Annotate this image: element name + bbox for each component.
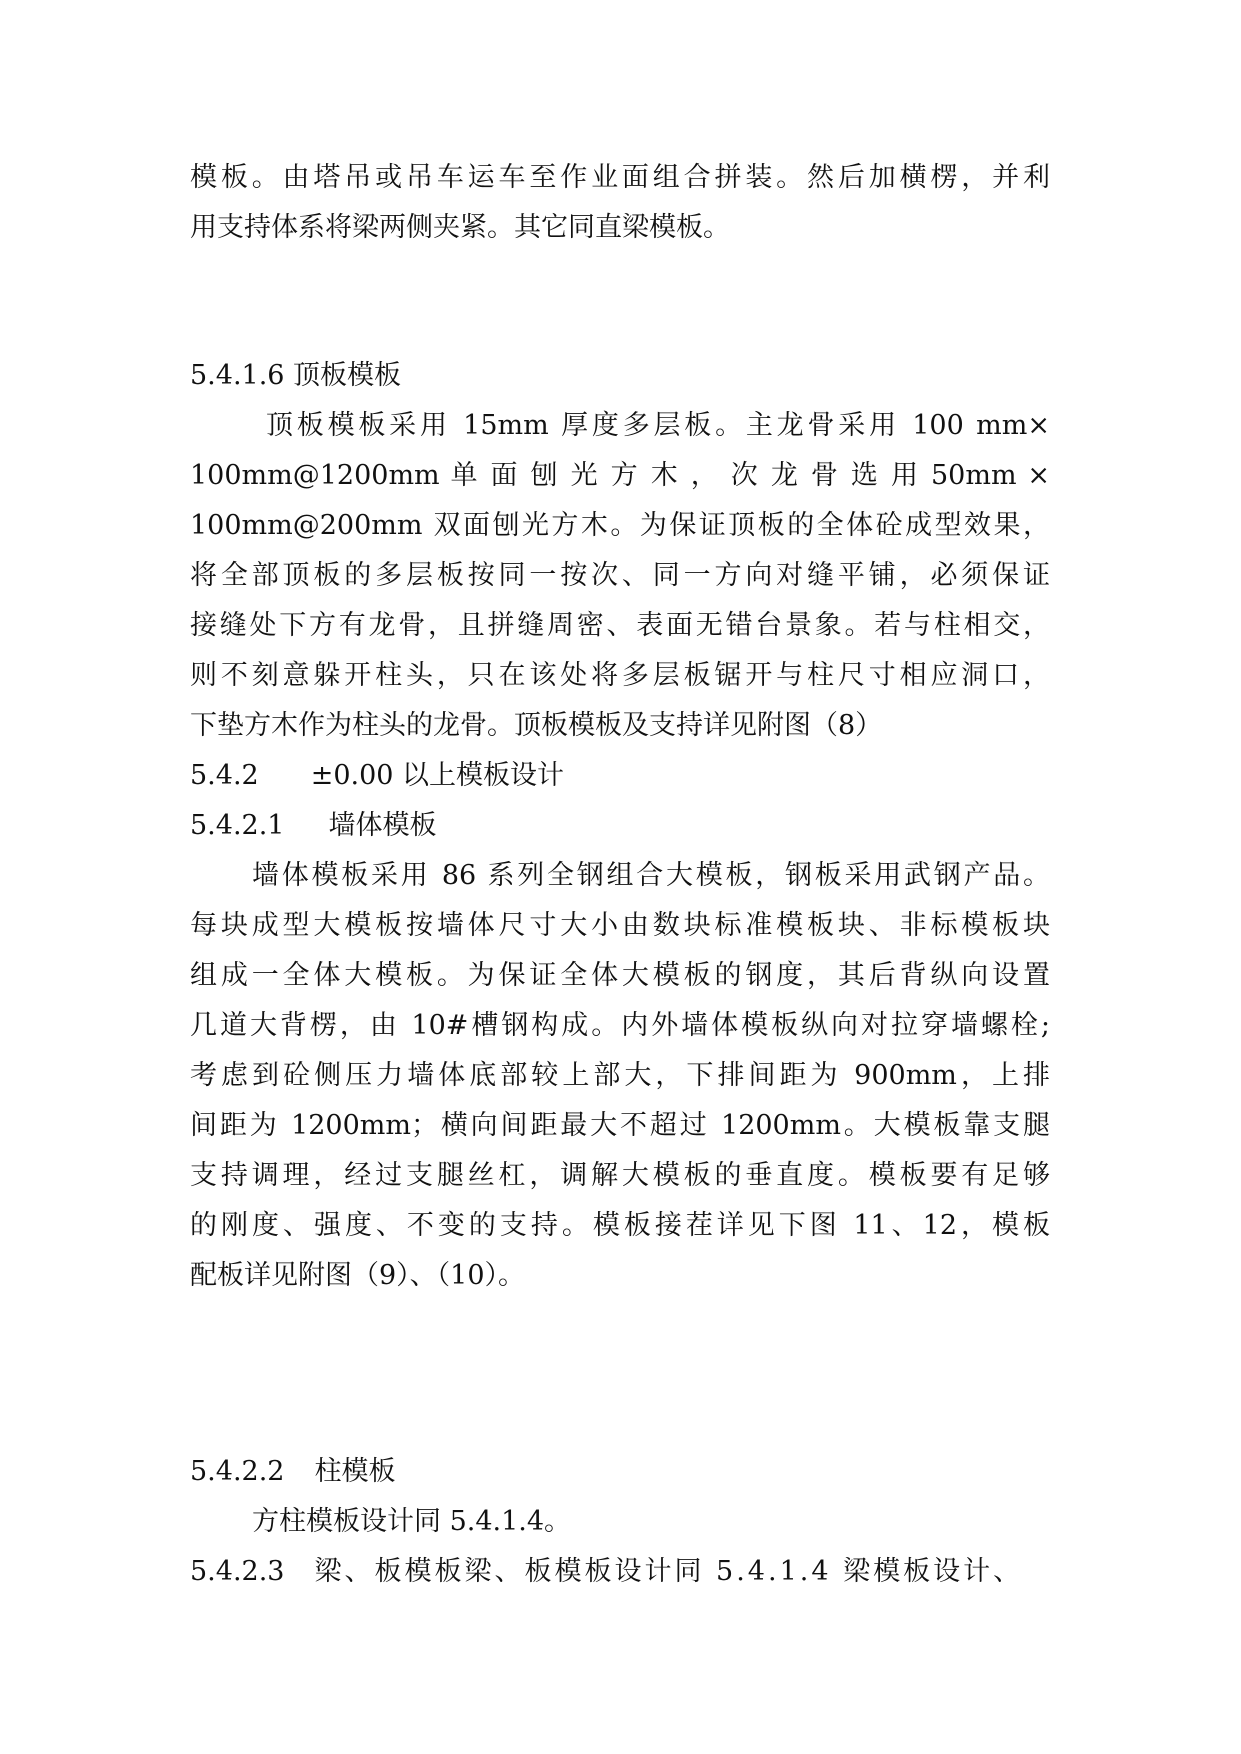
section-heading bbox=[190, 806, 1050, 846]
paragraph-line: 每块成型大模板按墙体尺寸大小由数块标准模板块、非标模板块 bbox=[190, 910, 1050, 941]
section-title: ±0.00 以上模板设计 bbox=[310, 760, 565, 791]
section-number: 5.4.2 bbox=[190, 760, 259, 791]
paragraph-line: 间距为 1200mm；横向间距最大不超过 1200mm。大模板靠支腿 bbox=[190, 1110, 1050, 1141]
paragraph-line: 几道大背楞，由 10#槽钢构成。内外墙体模板纵向对拉穿墙螺栓; bbox=[190, 1010, 1050, 1041]
section-heading bbox=[190, 1552, 1050, 1592]
section-number: 5.4.2.2 bbox=[190, 1456, 285, 1487]
section-title: 柱模板 bbox=[314, 1456, 396, 1487]
paragraph-line: 的刚度、强度、不变的支持。模板接茬详见下图 11、12，模板 bbox=[190, 1210, 1050, 1241]
paragraph-line: 顶板模板采用 15mm 厚度多层板。主龙骨采用 100 mm× bbox=[266, 410, 1050, 441]
paragraph-line: 模板。由塔吊或吊车运车至作业面组合拼装。然后加横楞，并利 bbox=[190, 162, 1050, 193]
paragraph-line: 墙体模板采用 86 系列全钢组合大模板，钢板采用武钢产品。 bbox=[252, 860, 1050, 891]
section-title: 墙体模板 bbox=[328, 810, 437, 841]
section-title: 梁、板模板梁、板模板设计同 5.4.1.4 梁模板设计、 bbox=[314, 1556, 1024, 1587]
paragraph-line: 组成一全体大模板。为保证全体大模板的钢度，其后背纵向设置 bbox=[190, 960, 1050, 991]
section-heading bbox=[190, 1452, 1050, 1492]
paragraph-line: 方柱模板设计同 5.4.1.4。 bbox=[252, 1506, 572, 1537]
paragraph-line: 100mm@200mm 双面刨光方木。为保证顶板的全体砼成型效果， bbox=[190, 510, 1050, 541]
paragraph-line: 考虑到砼侧压力墙体底部较上部大，下排间距为 900mm，上排 bbox=[190, 1060, 1050, 1091]
paragraph-line: 下垫方木作为柱头的龙骨。顶板模板及支持详见附图（8） bbox=[190, 710, 883, 741]
paragraph-line: 则不刻意躲开柱头，只在该处将多层板锯开与柱尺寸相应洞口， bbox=[190, 660, 1050, 691]
paragraph-line: 用支持体系将梁两侧夹紧。其它同直梁模板。 bbox=[190, 212, 730, 243]
section-number: 5.4.2.1 bbox=[190, 810, 285, 841]
section-heading: 5.4.1.6 顶板模板 bbox=[190, 360, 402, 391]
paragraph-line: 100mm@1200mm 单 面 刨 光 方 木 ， 次 龙 骨 选 用 50mm × bbox=[190, 460, 1050, 491]
section-heading bbox=[190, 756, 1050, 796]
paragraph-line: 配板详见附图（9）、（10）。 bbox=[190, 1260, 526, 1291]
section-number: 5.4.2.3 bbox=[190, 1556, 285, 1587]
paragraph-line: 接缝处下方有龙骨，且拼缝周密、表面无错台景象。若与柱相交， bbox=[190, 610, 1050, 641]
paragraph-line: 将全部顶板的多层板按同一按次、同一方向对缝平铺，必须保证 bbox=[190, 560, 1050, 591]
paragraph-line: 支持调理，经过支腿丝杠，调解大模板的垂直度。模板要有足够 bbox=[190, 1160, 1050, 1191]
